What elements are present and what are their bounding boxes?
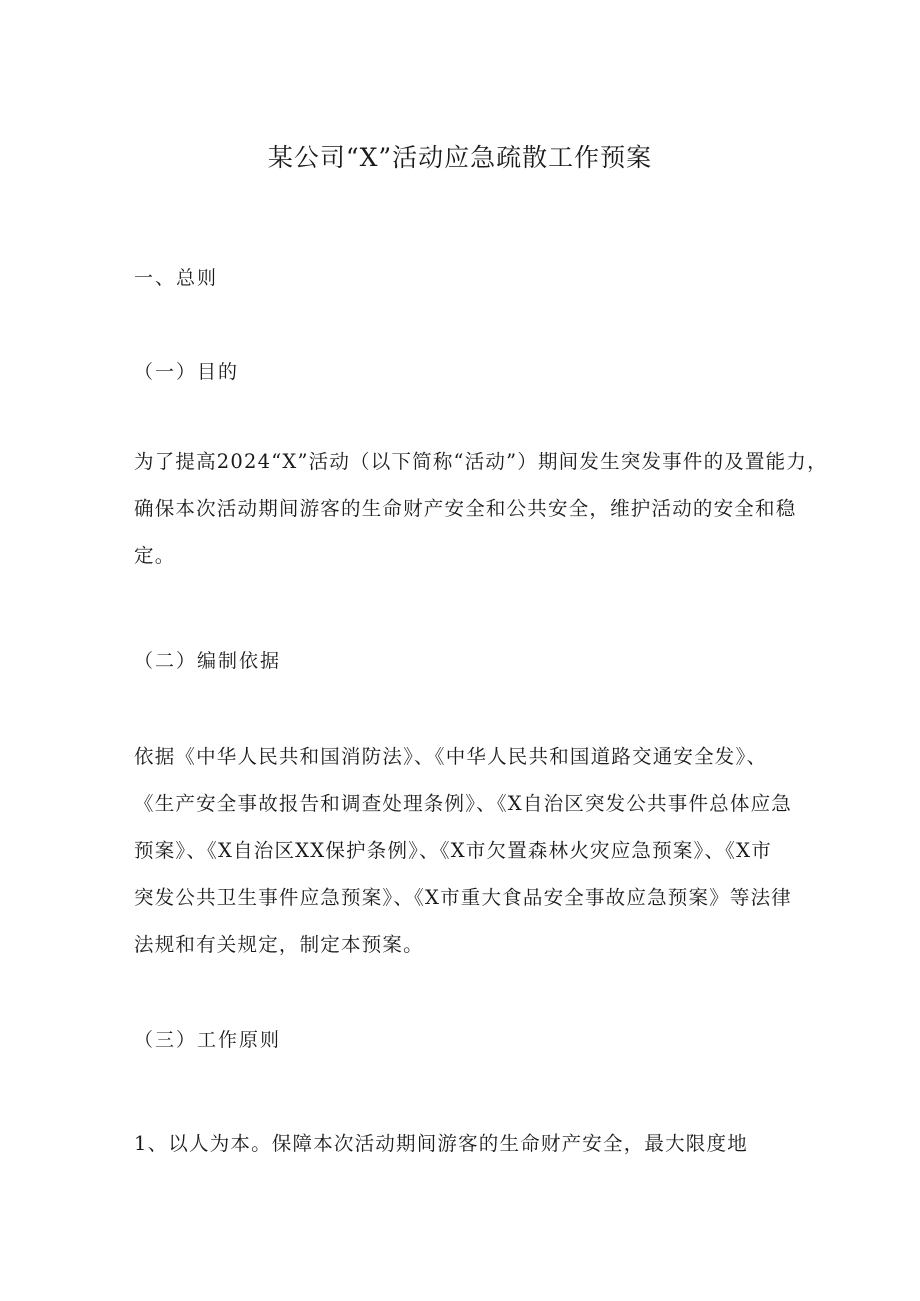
principles-paragraph xyxy=(134,1120,794,1167)
paragraph-line: 《生产安全事故报告和调查处理条例》、《X自治区突发公共事件总体应急 xyxy=(134,792,792,815)
paragraph-line: 突发公共卫生事件应急预案》、《X市重大食品安全事故应急预案》等法律 xyxy=(134,886,792,909)
section-heading-general: 一、总则 xyxy=(134,267,219,289)
paragraph-line: 1、以人为本。保障本次活动期间游客的生命财产安全，最大限度地 xyxy=(134,1132,748,1155)
paragraph-line: 预案》、《X自治区XX保护条例》、《X市欠置森林火灾应急预案》、《X市 xyxy=(134,839,772,862)
paragraph-line: 确保本次活动期间游客的生命财产安全和公共安全，维护活动的安全和稳 xyxy=(134,497,797,520)
paragraph-line: 定。 xyxy=(134,544,176,567)
basis-paragraph xyxy=(134,733,794,968)
subsection-heading-principles: （三）工作原则 xyxy=(134,1029,282,1051)
subsection-heading-purpose: （一）目的 xyxy=(134,361,240,383)
subsection-heading-basis: （二）编制依据 xyxy=(134,650,282,672)
purpose-paragraph xyxy=(134,438,828,579)
document-title: 某公司“X”活动应急疏散工作预案 xyxy=(267,143,653,172)
paragraph-line: 为了提高2024“X”活动（以下简称“活动”）期间发生突发事件的及置能力， xyxy=(134,450,828,473)
paragraph-line: 依据《中华人民共和国消防法》、《中华人民共和国道路交通安全发》、 xyxy=(134,745,768,768)
paragraph-line: 法规和有关规定，制定本预案。 xyxy=(134,933,424,956)
